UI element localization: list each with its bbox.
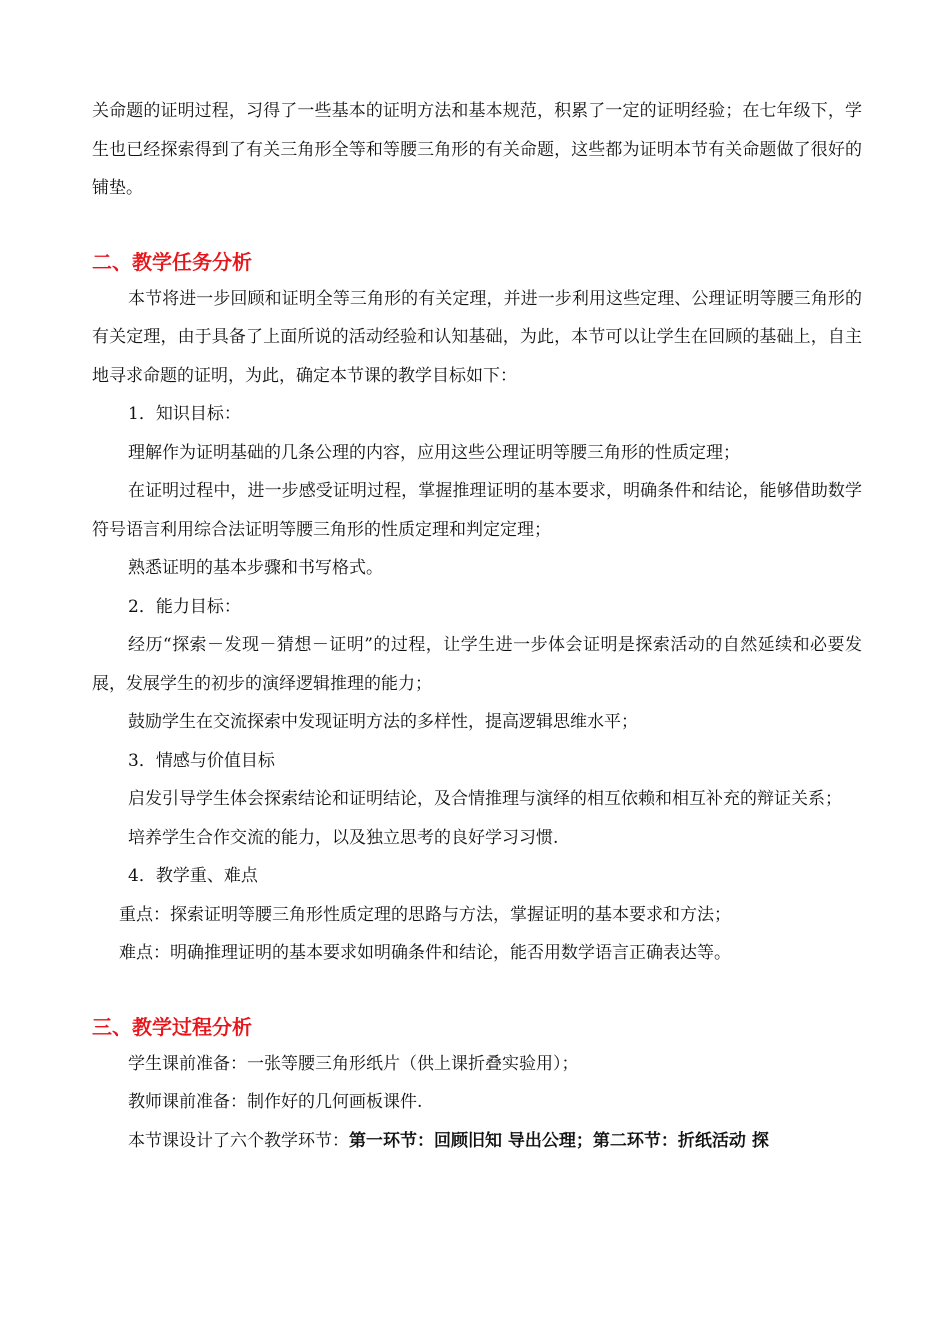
knowledge-goal-3: 熟悉证明的基本步骤和书写格式。 (128, 558, 383, 578)
ability-goal-heading: 2．能力目标： (128, 596, 241, 617)
focus-key-point: 重点：探索证明等腰三角形性质定理的思路与方法，掌握证明的基本要求和方法； (119, 904, 731, 925)
lesson-stages-bold: 第一环节：回顾旧知 导出公理；第二环节：折纸活动 探 (349, 1130, 769, 1151)
focus-heading: 4．教学重、难点 (128, 866, 258, 886)
knowledge-goal-1: 理解作为证明基础的几条公理的内容，应用这些公理证明等腰三角形的性质定理； (128, 442, 740, 463)
document-page (92, 92, 862, 1160)
emotion-goal-1: 启发引导学生体会探索结论和证明结论，及合情推理与演绎的相互依赖和相互补充的辩证关系； (128, 789, 842, 809)
ability-goal-2: 鼓励学生在交流探索中发现证明方法的多样性，提高逻辑思维水平； (128, 712, 638, 732)
emotion-goal-heading: 3．情感与价值目标 (128, 750, 275, 771)
teacher-preparation: 教师课前准备：制作好的几何画板课件. (128, 1092, 423, 1112)
emotion-goal-2: 培养学生合作交流的能力，以及独立思考的良好学习习惯. (128, 827, 559, 848)
intro-paragraph: 关命题的证明过程，习得了一些基本的证明方法和基本规范，积累了一定的证明经验；在七年级下，学生也已经探索得到了有关三角形全等和等腰三角形的有关命题，这些都为证明本节有关命题做了很好的铺垫。 (92, 101, 862, 198)
focus-difficult-point: 难点：明确推理证明的基本要求如明确条件和结论，能否用数学语言正确表达等。 (119, 943, 731, 963)
student-preparation: 学生课前准备：一张等腰三角形纸片（供上课折叠实验用）； (128, 1053, 579, 1074)
section-3-heading: 三、教学过程分析 (92, 1014, 252, 1039)
section-2-heading: 二、教学任务分析 (92, 249, 252, 274)
ability-goal-1: 经历“探索－发现－猜想－证明”的过程，让学生进一步体会证明是探索活动的自然延续和必要发展，发展学生的初步的演绎逻辑推理的能力； (92, 635, 862, 694)
lesson-stages-paragraph (92, 1122, 862, 1161)
task-analysis-paragraph: 本节将进一步回顾和证明全等三角形的有关定理，并进一步利用这些定理、公理证明等腰三角形的有关定理，由于具备了上面所说的活动经验和认知基础，为此，本节可以让学生在回顾的基础上，自主地寻求命题的证明，为此，确定本节课的教学目标如下： (92, 288, 862, 386)
knowledge-goal-2: 在证明过程中，进一步感受证明过程，掌握推理证明的基本要求，明确条件和结论，能够借助数学符号语言利用综合法证明等腰三角形的性质定理和判定定理； (92, 481, 862, 540)
knowledge-goal-heading: 1．知识目标： (128, 404, 241, 424)
lesson-stages-lead: 本节课设计了六个教学环节： (128, 1130, 349, 1151)
